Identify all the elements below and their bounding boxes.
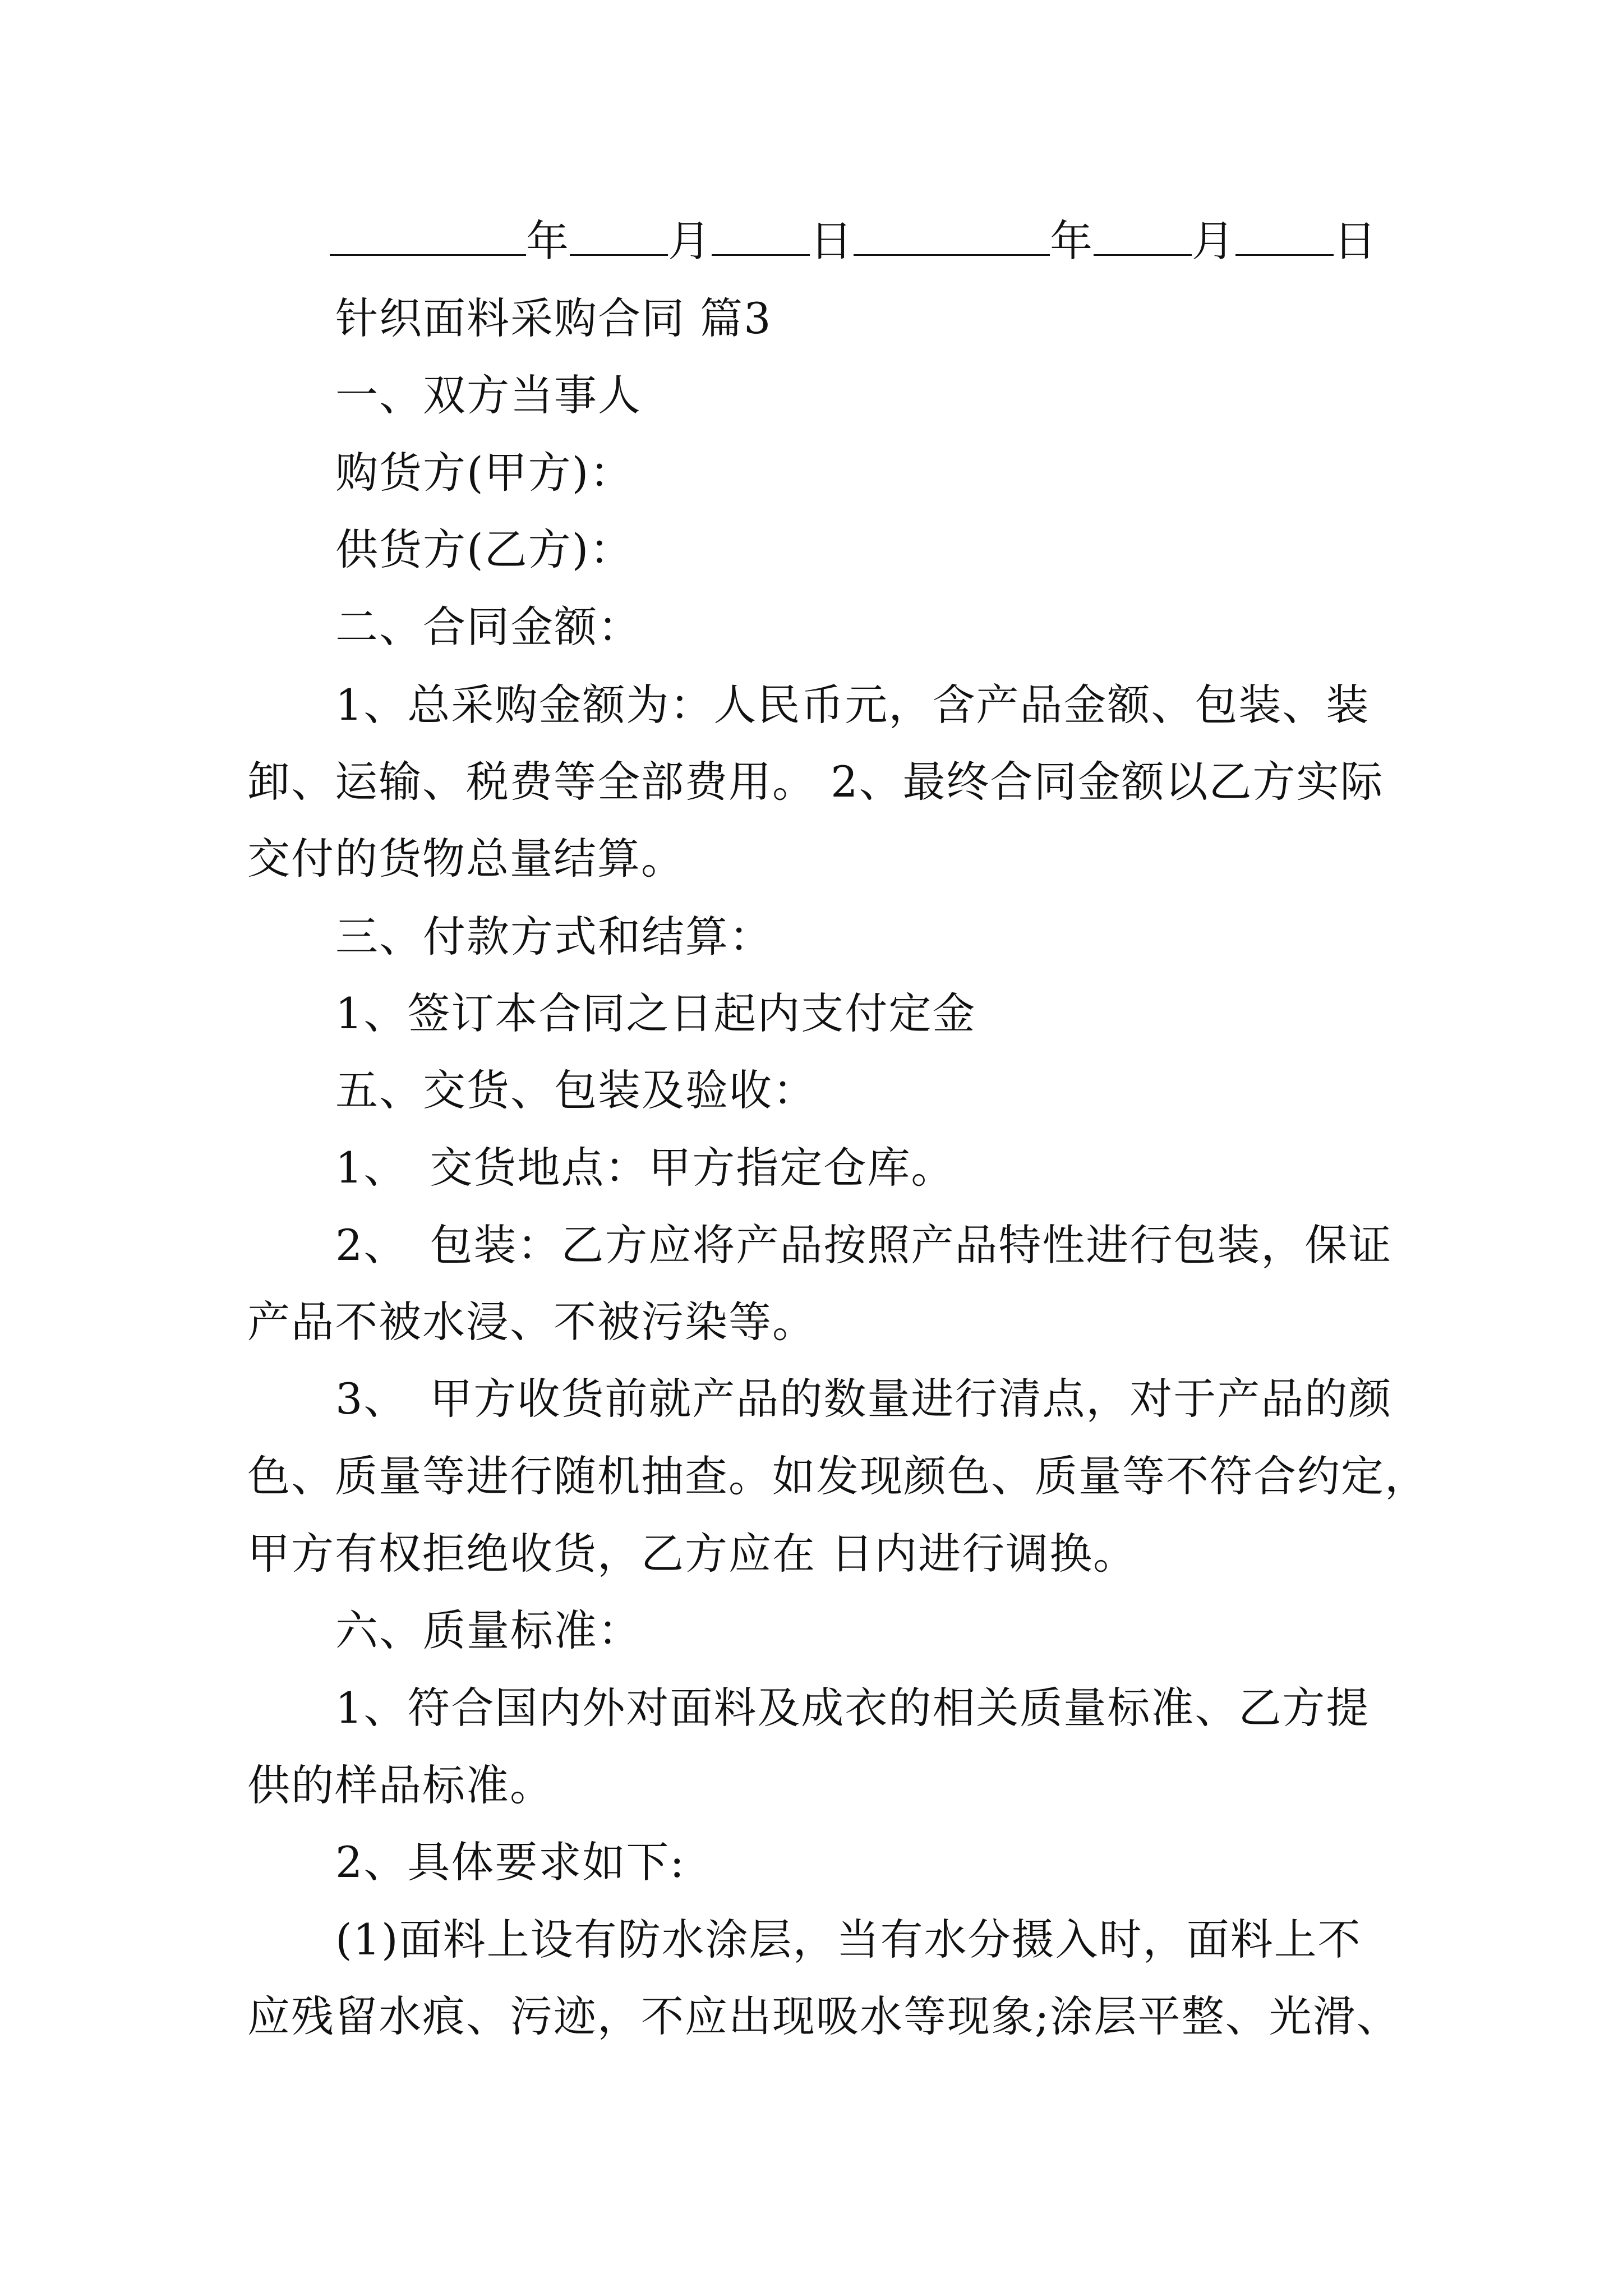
doc-title: 针织面料采购合同 篇3	[335, 293, 772, 343]
section-heading: 一、双方当事人	[335, 370, 642, 420]
day-label-2: 日	[1334, 216, 1377, 266]
text-line: 购货方(甲方)：	[335, 448, 634, 498]
text-line: 1、符合国内外对面料及成衣的相关质量标准、乙方提	[335, 1683, 1370, 1733]
year-blank-1	[330, 215, 526, 256]
text-line: 卸、运输、税费等全部费用。 2、最终合同金额以乙方实际	[247, 757, 1384, 807]
text-line: 色、质量等进行随机抽查。如发现颜色、质量等不符合约定，	[247, 1451, 1428, 1501]
section-heading: 五、交货、包装及验收：	[335, 1065, 817, 1115]
section-heading: 二、合同金额：	[335, 602, 642, 652]
section-heading: 三、付款方式和结算：	[335, 912, 773, 961]
month-label-1: 月	[668, 216, 712, 266]
text-line: 甲方有权拒绝收货，乙方应在 日内进行调换。	[247, 1529, 1137, 1579]
year-label-2: 年	[1050, 216, 1094, 266]
day-blank-2	[1235, 215, 1334, 256]
section-heading: 六、质量标准：	[335, 1605, 642, 1655]
text-line: 1、 交货地点：甲方指定仓库。	[335, 1143, 955, 1193]
text-line: 产品不被水浸、不被污染等。	[247, 1297, 816, 1347]
text-line: 1、签订本合同之日起内支付定金	[335, 988, 976, 1038]
text-line: 1、总采购金额为：人民币元，含产品金额、包装、装	[335, 680, 1370, 730]
year-blank-2	[854, 215, 1050, 256]
day-blank-1	[712, 215, 810, 256]
date-line	[0, 213, 1623, 269]
text-line: 供货方(乙方)：	[335, 524, 634, 574]
year-label-1: 年	[526, 216, 570, 266]
text-line: 3、 甲方收货前就产品的数量进行清点，对于产品的颜	[335, 1374, 1393, 1424]
text-line: 供的样品标准。	[247, 1760, 554, 1810]
day-label-1: 日	[810, 216, 854, 266]
month-blank-2	[1094, 215, 1192, 256]
text-line: 2、 包装：乙方应将产品按照产品特性进行包装，保证	[335, 1220, 1393, 1270]
text-line: 应残留水痕、污迹，不应出现吸水等现象;涂层平整、光滑、	[247, 1991, 1400, 2041]
text-line: 交付的货物总量结算。	[247, 834, 685, 884]
month-blank-1	[570, 215, 668, 256]
month-label-2: 月	[1192, 216, 1235, 266]
text-line: 2、具体要求如下:	[335, 1837, 685, 1887]
text-line: (1)面料上设有防水涂层，当有水分摄入时，面料上不	[335, 1915, 1362, 1964]
